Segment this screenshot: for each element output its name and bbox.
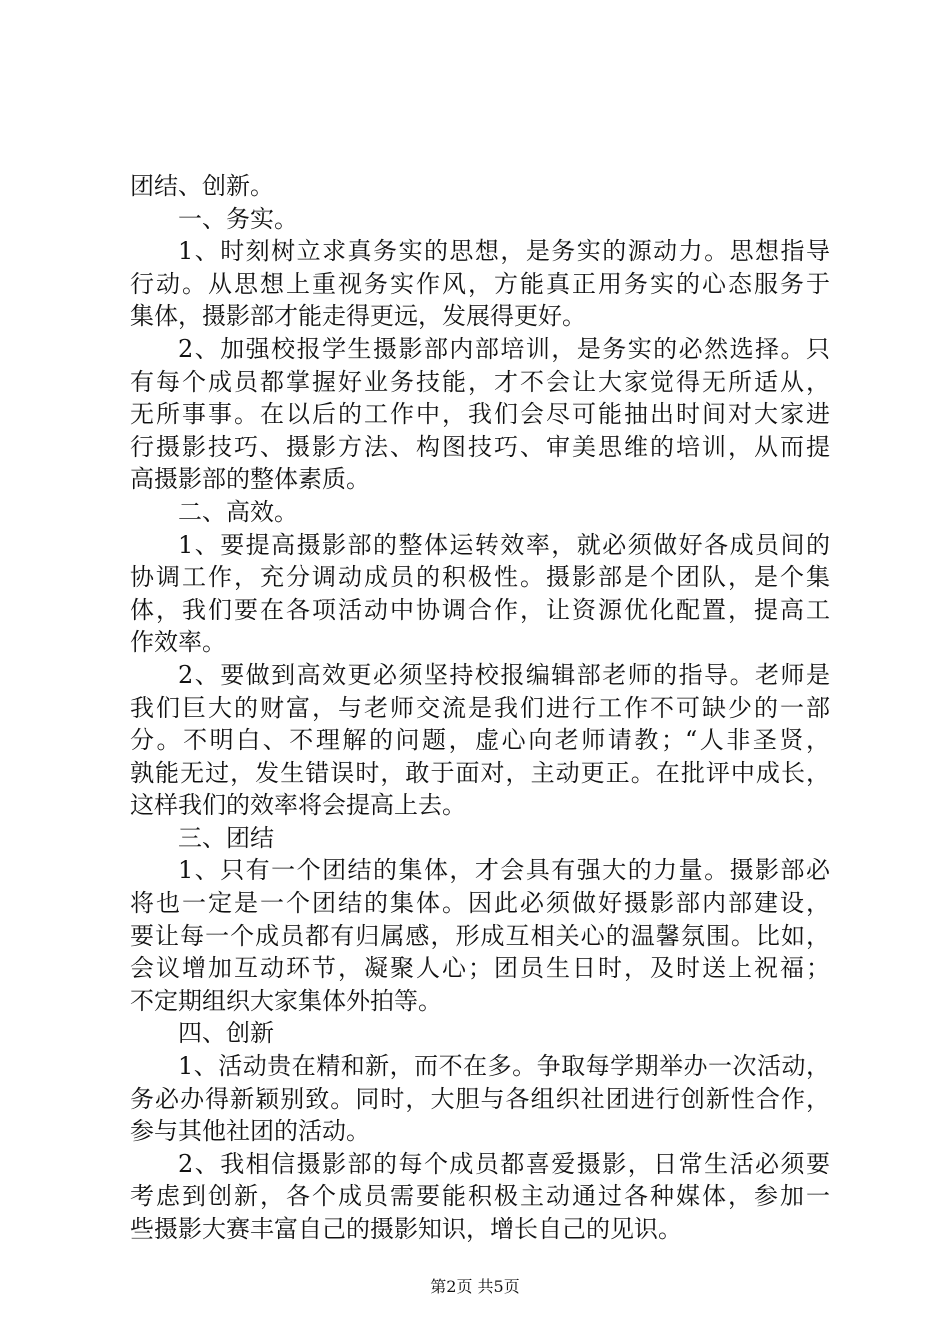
text-line: 1、只有一个团结的集体，才会具有强大的力量。摄影部必 xyxy=(178,856,830,885)
text-line: 不定期组织大家集体外拍等。 xyxy=(130,986,442,1015)
text-line: 行摄影技巧、摄影方法、构图技巧、审美思维的培训，从而提 xyxy=(130,432,830,461)
text-line: 三、团结 xyxy=(178,823,274,852)
text-line: 将也一定是一个团结的集体。因此必须做好摄影部内部建设， xyxy=(130,889,830,918)
text-line: 我们巨大的财富，与老师交流是我们进行工作不可缺少的一部 xyxy=(130,693,830,722)
text-line: 参与其他社团的活动。 xyxy=(130,1117,370,1146)
text-line: 协调工作，充分调动成员的积极性。摄影部是个团队，是个集 xyxy=(130,563,830,592)
text-line: 团结、创新。 xyxy=(130,172,274,200)
text-line: 作效率。 xyxy=(130,628,226,657)
text-line: 务必办得新颖别致。同时，大胆与各组织社团进行创新性合作， xyxy=(130,1084,830,1113)
text-line: 行动。从思想上重视务实作风，方能真正用务实的心态服务于 xyxy=(130,269,830,298)
text-line: 分。不明白、不理解的问题，虚心向老师请教；“人非圣贤， xyxy=(130,726,830,755)
text-line: 1、活动贵在精和新，而不在多。争取每学期举办一次活动， xyxy=(178,1052,830,1081)
text-line: 一、务实。 xyxy=(178,204,298,233)
text-line: 这样我们的效率将会提高上去。 xyxy=(130,791,466,820)
document-body xyxy=(130,170,830,1246)
text-line: 体，我们要在各项活动中协调合作，让资源优化配置，提高工 xyxy=(130,595,830,624)
text-line: 2、我相信摄影部的每个成员都喜爱摄影，日常生活必须要 xyxy=(178,1149,830,1178)
text-line: 些摄影大赛丰富自己的摄影知识，增长自己的见识。 xyxy=(130,1215,682,1243)
text-line: 孰能无过，发生错误时，敢于面对，主动更正。在批评中成长， xyxy=(130,758,830,787)
text-line: 2、要做到高效更必须坚持校报编辑部老师的指导。老师是 xyxy=(178,660,830,689)
text-line: 2、加强校报学生摄影部内部培训，是务实的必然选择。只 xyxy=(178,334,830,363)
text-line: 高摄影部的整体素质。 xyxy=(130,465,370,494)
text-line: 要让每一个成员都有归属感，形成互相关心的温馨氛围。比如， xyxy=(130,921,830,950)
text-line: 二、高效。 xyxy=(178,497,298,526)
page-footer: 第2页 共5页 xyxy=(430,1277,520,1296)
text-line: 1、要提高摄影部的整体运转效率，就必须做好各成员间的 xyxy=(178,530,830,559)
text-line: 有每个成员都掌握好业务技能，才不会让大家觉得无所适从， xyxy=(130,367,830,396)
text-line: 1、时刻树立求真务实的思想，是务实的源动力。思想指导 xyxy=(178,237,830,266)
text-line: 无所事事。在以后的工作中，我们会尽可能抽出时间对大家进 xyxy=(130,400,830,429)
text-line: 会议增加互动环节，凝聚人心；团员生日时，及时送上祝福； xyxy=(130,954,830,983)
text-line: 集体，摄影部才能走得更远，发展得更好。 xyxy=(130,302,586,331)
text-line: 考虑到创新，各个成员需要能积极主动通过各种媒体，参加一 xyxy=(130,1182,830,1211)
text-line: 四、创新 xyxy=(178,1019,274,1048)
